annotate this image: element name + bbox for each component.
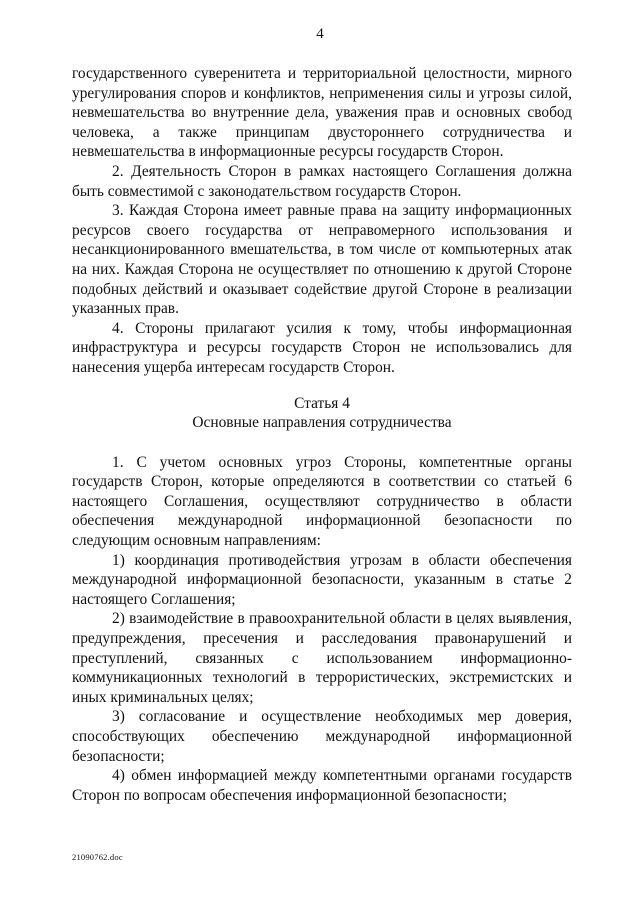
article-number: Статья 4	[294, 394, 350, 412]
list-item-2: 2) взаимодействие в правоохранительной области в целях выявления, предупреждения, пресечения и расследования правонарушений и преступлений, связанных с использованием информационно-коммуникационных технологий в террористических, экстремистских и иных криминальных целях;	[72, 610, 572, 706]
paragraph-item-3: 3. Каждая Сторона имеет равные права на защиту информационных ресурсов своего государства от неправомерного использования и несанкционированного вмешательства, в том числе от компьютерных атак на них. Каждая Сторона не осуществляет по отношению к другой Стороне подобных действий и оказывает содействие другой Стороне в реализации указанных прав.	[72, 202, 572, 318]
list-item-3: 3) согласование и осуществление необходимых мер доверия, способствующих обеспечению международной информационной безопасности;	[72, 708, 572, 765]
article-title: Основные направления сотрудничества	[192, 414, 452, 432]
document-body	[72, 64, 572, 805]
paragraph-item-4: 4. Стороны прилагают усилия к тому, чтобы информационная инфраструктура и ресурсы государств Сторон не использовались для нанесения ущерба интересам государств Сторон.	[72, 319, 572, 376]
article-paragraph-1: 1. С учетом основных угроз Стороны, компетентные органы государств Сторон, которые определяются в соответствии со статьей 6 настоящего Соглашения, осуществляют сотрудничество в области обеспечения международной информационной безопасности по следующим основным направлениям:	[72, 453, 572, 550]
page-number: 4	[316, 26, 324, 42]
article-heading-block	[72, 394, 572, 433]
paragraph-item-2: 2. Деятельность Сторон в рамках настоящего Соглашения должна быть совместимой с законодательством государств Сторон.	[72, 162, 572, 200]
document-footer-filename: 21090762.doc	[72, 852, 123, 862]
list-item-1: 1) координация противодействия угрозам в области обеспечения международной информационной безопасности, указанным в статье 2 настоящего Соглашения;	[72, 551, 572, 608]
list-item-4: 4) обмен информацией между компетентными органами государств Сторон по вопросам обеспечения информационной безопасности;	[72, 767, 572, 804]
paragraph-continuation: государственного суверенитета и территориальной целостности, мирного урегулирования споров и конфликтов, неприменения силы и угрозы силой, невмешательства во внутренние дела, уважения прав и основных свобод человека, а также принципам двустороннего сотрудничества и невмешательства в информационные ресурсы государств Сторон.	[72, 65, 572, 161]
